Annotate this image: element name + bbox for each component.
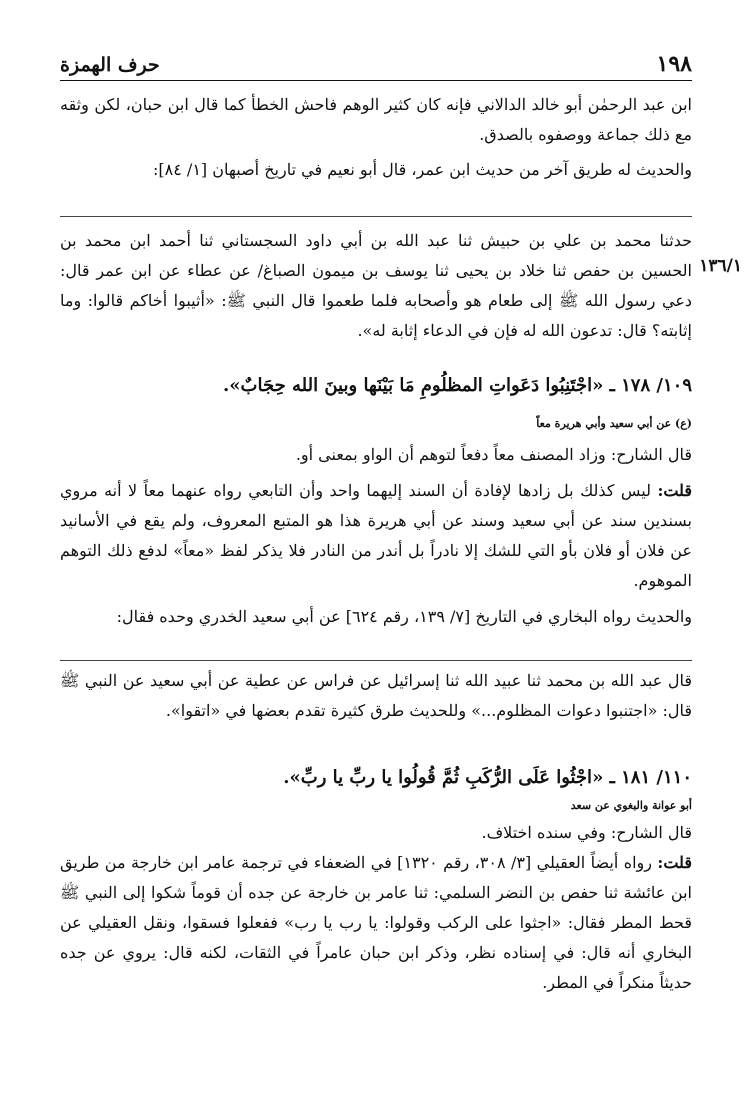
paragraph-sharih-2: قال الشارح: وفي سنده اختلاف. [481, 823, 692, 842]
qult-text: ليس كذلك بل زادها لإفادة أن السند إليهما واحد وأن التابعي رواه عنهما معاً لا أنه مروي بسندين سند عن أبي سعيد وسند عن أبي هريرة هذا هو المتبع المعروف، ولم يقع في الأسانيد عن فلان أو فلان بأو التي للشك إلا نادراً بل أندر من النادر فلا يذكر لفظ «معاً» لدفع ذلك التوهم الموهوم. [60, 481, 692, 590]
qult-label: قلت: [657, 853, 692, 872]
paragraph-1: ابن عبد الرحمٰن أبو خالد الدالاني فإنه كان كثير الوهم فاحش الخطأ كما قال ابن حبان، لكن وثقه مع ذلك جماعة ووصفوه بالصدق. [60, 95, 692, 144]
paragraph-isnad: حدثنا محمد بن علي بن حبيش ثنا عبد الله بن أبي داود السجستاني ثنا أحمد ابن محمد بن الحسين بن حفص ثنا خلاد بن يحيى ثنا يوسف بن ميمون الصباغ/ عن عطاء عن ابن عمر قال: دعي رسول الله ﷺ إلى طعام هو وأصحابه فلما طعموا قال النبي ﷺ: «أثيبوا أخاكم قالوا: وما إثابته؟ قال: تدعون الله له فإن في الدعاء إثابة له». [60, 231, 692, 340]
running-title: حرف الهمزة [60, 54, 160, 76]
paragraph-qult-1 [60, 476, 692, 596]
qult-text: رواه أيضاً العقيلي [٣/ ٣٠٨، رقم ١٣٢٠] في الضعفاء في ترجمة عامر ابن خارجة من طريق ابن عائشة ثنا حفص بن النضر السلمي: ثنا عامر بن خارجة عن جده أن قوماً شكوا إلى النبي ﷺ قحط المطر فقال: «اجثوا على الركب وقولوا: يا رب يا رب» ففعلوا فسقوا، ونقل العقيلي عن البخاري أنه قال: في إسناده نظر، وذكر ابن حبان عامراً في الثقات، لكنه قال: يروي عن جده حديثاً منكراً في المطر. [60, 853, 693, 992]
hadith-110: ١١٠/ ١٨١ ـ «اجْثُوا عَلَى الرُّكَبِ ثُمَّ قُولُوا يا ربِّ يا ربِّ». [283, 767, 692, 788]
paragraph-2: والحديث له طريق آخر من حديث ابن عمر، قال أبو نعيم في تاريخ أصبهان [١/ ٨٤]: [153, 160, 692, 179]
hadith-110-source: أبو عوانة والبغوي عن سعد [570, 799, 692, 812]
page-header [60, 48, 692, 81]
margin-reference: ١٣٦/١ [699, 256, 742, 276]
divider [60, 660, 692, 661]
paragraph-bukhari: والحديث رواه البخاري في التاريخ [٧/ ١٣٩، رقم ٦٢٤] عن أبي سعيد الخدري وحده فقال: [116, 607, 692, 626]
paragraph-isnad-2: قال عبد الله بن محمد ثنا عبيد الله ثنا إسرائيل عن فراس عن عطية عن أبي سعيد عن النبي ﷺ قال: «اجتنبوا دعوات المظلوم...» وللحديث طرق كثيرة تقدم بعضها في «اتقوا». [60, 671, 692, 720]
divider [60, 216, 692, 217]
paragraph-sharih-1: قال الشارح: وزاد المصنف معاً دفعاً لتوهم أن الواو بمعنى أو. [295, 445, 692, 464]
hadith-109: ١٠٩/ ١٧٨ ـ «اجْتَنِبُوا دَعَواتِ المظلُومِ مَا بَيْنَها وبينَ الله حِجَابٌ». [223, 375, 692, 396]
page-number: ١٩٨ [656, 51, 692, 77]
paragraph-qult-2 [60, 848, 692, 998]
qult-label: قلت: [657, 481, 692, 500]
hadith-109-source: (ع) عن أبي سعيد وأبي هريرة معاً [536, 417, 692, 430]
